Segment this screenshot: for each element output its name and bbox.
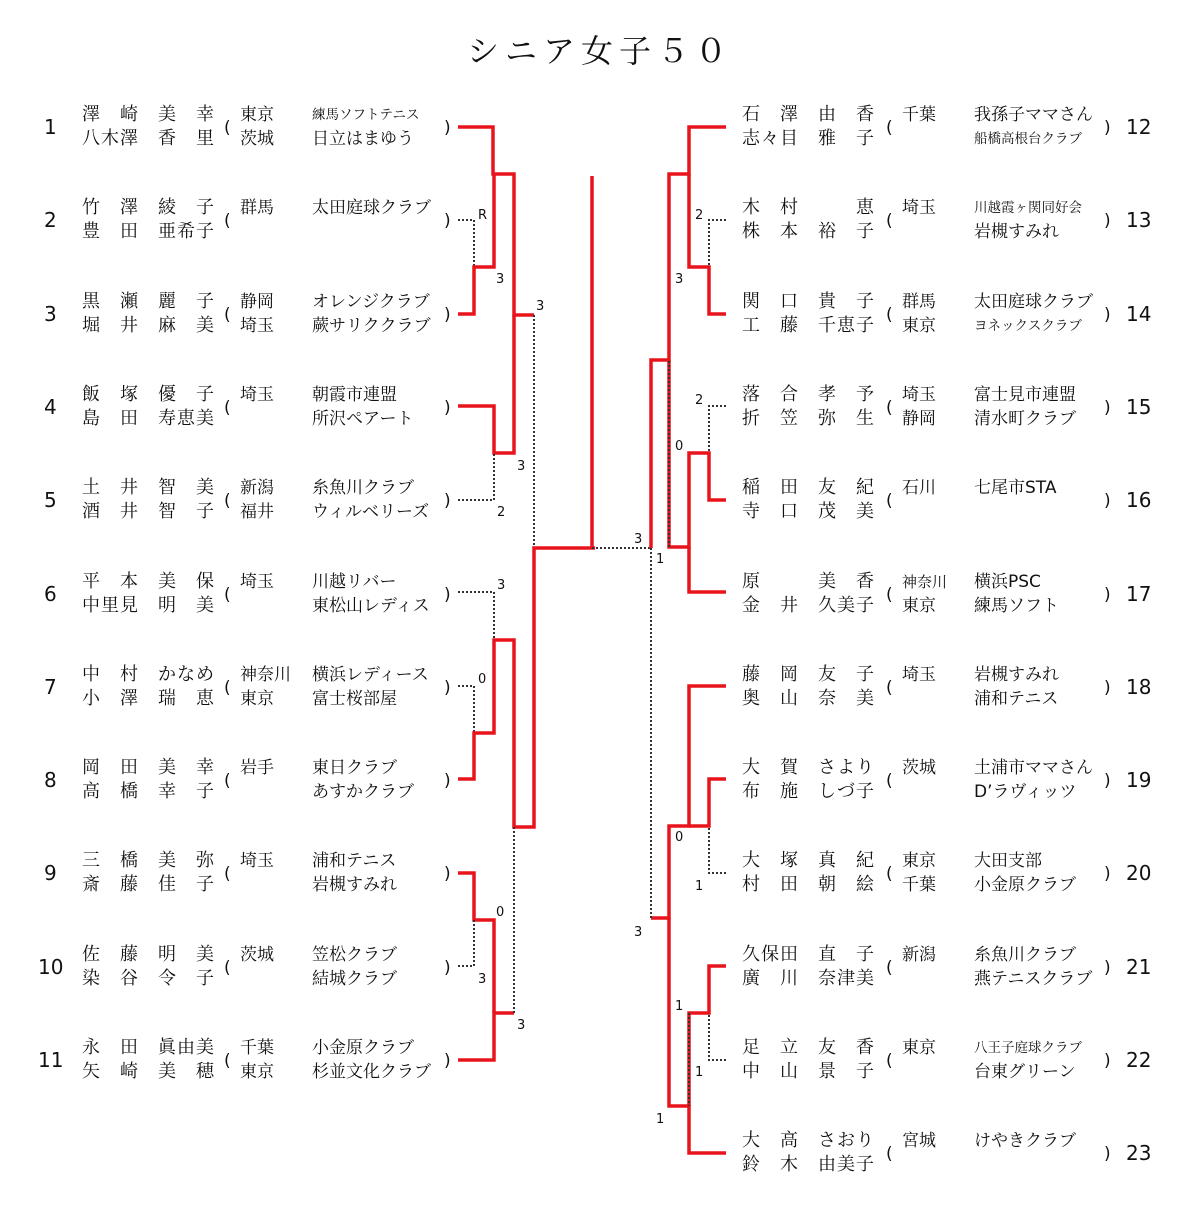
player-name: 中里見 明 美 [82, 594, 215, 616]
player-name: 矢 崎 美 穂 [82, 1061, 215, 1082]
player-club: 笠松クラブ [312, 944, 397, 965]
player-club: 小金原クラブ [974, 875, 1076, 896]
player-name: 岡 田 美 幸 [82, 757, 215, 779]
score-label: 3 [536, 299, 545, 314]
paren-close: ) [1104, 677, 1111, 698]
score-label: 3 [517, 459, 526, 474]
paren-open: ( [886, 864, 893, 885]
bracket-loss-line [458, 592, 494, 640]
player-name: 志々目 雅 子 [742, 128, 875, 149]
player-name: 中 村 かなめ [82, 663, 215, 685]
player-name: 原 美 香 [742, 570, 875, 592]
player-pref: 埼玉 [902, 384, 936, 405]
player-pref: 千葉 [240, 1038, 274, 1058]
player-name: 大 賀 さより [742, 757, 875, 779]
paren-open: ( [886, 397, 893, 418]
entry-number: 4 [44, 394, 57, 419]
player-name: 黒 瀬 麗 子 [82, 290, 215, 312]
player-pref: 茨城 [902, 758, 936, 779]
player-pref: 埼玉 [240, 384, 274, 405]
paren-close: ) [1104, 211, 1111, 232]
player-name: 土 井 智 美 [82, 477, 215, 499]
paren-close: ) [444, 304, 451, 325]
player-name: 佐 藤 明 美 [82, 943, 215, 965]
player-pref: 新潟 [240, 478, 274, 499]
player-pref: 群馬 [902, 291, 936, 312]
score-label: 2 [695, 208, 704, 223]
player-pref: 千葉 [902, 105, 936, 125]
entry-number: 19 [1126, 768, 1152, 793]
score-label: 1 [695, 879, 704, 894]
entry-number: 13 [1126, 208, 1152, 233]
player-club: 練馬ソフトテニス [312, 107, 420, 123]
player-name: 平 本 美 保 [82, 570, 215, 592]
paren-close: ) [444, 584, 451, 605]
player-pref: 茨城 [240, 944, 274, 965]
player-name: 大 塚 真 紀 [742, 850, 875, 872]
bracket-win-line [651, 686, 726, 918]
player-pref: 宮城 [902, 1131, 936, 1152]
paren-open: ( [224, 211, 231, 232]
entry-number: 20 [1126, 861, 1152, 886]
player-club: 太田庭球クラブ [974, 291, 1093, 312]
score-label: 2 [695, 393, 704, 408]
player-pref: 東京 [902, 595, 936, 616]
player-name: 布 施 しづ子 [742, 781, 875, 803]
player-name: 廣 川 奈津美 [742, 967, 875, 989]
entry-number: 17 [1126, 581, 1152, 606]
player-club: 東松山レディス [312, 595, 430, 616]
entry-number: 2 [44, 208, 57, 233]
player-club: 日立はまゆう [312, 129, 414, 149]
score-label: 0 [675, 830, 684, 845]
player-name: 稲 田 友 紀 [742, 477, 875, 499]
score-label: 3 [675, 272, 684, 287]
paren-open: ( [224, 491, 231, 512]
player-club: 七尾市STA [974, 478, 1057, 499]
paren-open: ( [224, 118, 231, 138]
score-label: R [478, 208, 488, 223]
paren-open: ( [224, 771, 231, 792]
player-pref: 埼玉 [240, 315, 274, 336]
player-club: 川越リバー [312, 571, 397, 592]
paren-close: ) [1104, 491, 1111, 512]
bracket-win-line [689, 966, 726, 1106]
entry-number: 3 [44, 301, 57, 326]
player-pref: 千葉 [902, 875, 936, 896]
entry-number: 9 [44, 861, 57, 886]
score-label: 1 [675, 999, 684, 1014]
entry-number: 23 [1126, 1141, 1152, 1166]
paren-close: ) [1104, 304, 1111, 325]
player-name: 小 澤 瑞 恵 [82, 687, 215, 709]
page-title: シニア女子５０ [466, 32, 733, 70]
paren-close: ) [444, 677, 451, 698]
player-club: 練馬ソフト [974, 595, 1059, 616]
player-name: 三 橋 美 弥 [82, 850, 215, 872]
player-club: 浦和テニス [974, 688, 1059, 709]
player-club: あすかクラブ [312, 782, 414, 803]
player-name: 島 田 寿恵美 [82, 407, 215, 429]
player-pref: 東京 [902, 315, 936, 336]
player-name: 豊 田 亜希子 [82, 221, 215, 243]
player-name: 奥 山 奈 美 [742, 687, 875, 709]
player-pref: 東京 [902, 1038, 936, 1058]
paren-open: ( [224, 304, 231, 325]
player-club: 岩槻すみれ [312, 875, 397, 896]
paren-close: ) [1104, 1144, 1111, 1165]
entry-number: 22 [1126, 1048, 1152, 1072]
bracket-win-line [669, 918, 726, 1153]
player-pref: 埼玉 [902, 664, 936, 685]
player-club: 富士見市連盟 [974, 384, 1076, 405]
entry-number: 5 [44, 488, 57, 513]
player-name: 足 立 友 香 [742, 1037, 875, 1058]
player-pref: 東京 [240, 105, 274, 125]
player-name: 折 笠 弥 生 [742, 407, 875, 429]
score-label: 3 [478, 972, 487, 987]
score-label: 0 [496, 905, 505, 920]
paren-open: ( [886, 491, 893, 512]
player-club: 蕨サリククラブ [312, 315, 431, 336]
player-pref: 茨城 [240, 129, 274, 149]
paren-open: ( [224, 1051, 231, 1071]
player-club: 燕テニスクラブ [974, 968, 1093, 989]
player-club: 杉並文化クラブ [312, 1062, 431, 1082]
entry-number: 16 [1126, 488, 1152, 513]
paren-open: ( [224, 584, 231, 605]
player-pref: 神奈川 [902, 572, 948, 591]
player-pref: 東京 [240, 688, 274, 709]
paren-close: ) [444, 957, 451, 978]
paren-close: ) [444, 491, 451, 512]
player-club: ウィルベリーズ [312, 502, 430, 523]
bracket-win-line [689, 779, 726, 826]
player-name: 澤 崎 美 幸 [82, 104, 215, 125]
paren-open: ( [224, 957, 231, 978]
score-label: 3 [634, 925, 643, 940]
player-club: 大田支部 [974, 851, 1042, 872]
entry-number: 10 [38, 954, 64, 979]
score-label: 0 [675, 439, 684, 454]
player-name: 高 橋 幸 子 [82, 781, 215, 803]
player-name: 大 高 さおり [742, 1130, 875, 1152]
player-club: 土浦市ママさん [974, 758, 1093, 779]
player-name: 斎 藤 佳 子 [82, 874, 215, 896]
bracket-loss-line [458, 686, 474, 733]
paren-open: ( [224, 864, 231, 885]
score-label: 3 [496, 272, 505, 287]
paren-close: ) [444, 1051, 451, 1071]
paren-open: ( [886, 118, 893, 138]
player-name: 酒 井 智 子 [82, 501, 215, 523]
player-name: 鈴 木 由美子 [742, 1154, 875, 1176]
player-pref: 東京 [240, 1062, 274, 1082]
entry-number: 7 [44, 674, 57, 699]
bracket-loss-line [709, 1013, 726, 1060]
player-club: けやきクラブ [974, 1131, 1076, 1152]
entry-number: 14 [1126, 301, 1152, 326]
paren-open: ( [224, 397, 231, 418]
bracket-loss-line [458, 453, 494, 500]
player-name: 堀 井 麻 美 [82, 314, 215, 336]
bracket-win-line [689, 174, 726, 314]
player-pref: 新潟 [902, 944, 936, 965]
score-label: 1 [656, 552, 665, 567]
score-label: 3 [497, 578, 506, 593]
score-label: 1 [695, 1065, 704, 1080]
bracket-win-line [458, 1013, 514, 1060]
player-club: 横浜レディース [312, 664, 429, 685]
paren-open: ( [886, 677, 893, 698]
paren-close: ) [444, 771, 451, 792]
bracket-loss-line [458, 920, 474, 966]
paren-open: ( [886, 584, 893, 605]
score-label: 3 [517, 1018, 526, 1033]
bracket-win-line [689, 547, 726, 592]
player-club: 横浜PSC [974, 571, 1041, 592]
bracket-loss-line [709, 406, 726, 453]
player-club: 東日クラブ [312, 758, 397, 779]
player-club: 富士桜部屋 [312, 688, 397, 709]
entry-number: 1 [44, 115, 57, 139]
player-name: 久保田 直 子 [742, 943, 875, 965]
entry-number: 15 [1126, 394, 1152, 419]
player-club: 清水町クラブ [974, 408, 1076, 429]
paren-open: ( [886, 1051, 893, 1071]
entry-number: 8 [44, 768, 57, 793]
paren-close: ) [1104, 584, 1111, 605]
player-pref: 神奈川 [240, 664, 291, 685]
paren-close: ) [1104, 864, 1111, 885]
bracket-win-line [458, 174, 494, 314]
score-label: 1 [656, 1112, 665, 1127]
player-club: 川越霞ヶ関同好会 [974, 200, 1082, 217]
player-name: 関 口 貴 子 [742, 290, 875, 312]
player-club: 岩槻すみれ [974, 664, 1059, 685]
score-label: 3 [634, 532, 643, 547]
player-name: 村 田 朝 絵 [742, 874, 875, 896]
player-name: 落 合 孝 予 [742, 383, 875, 405]
player-pref: 群馬 [240, 198, 274, 219]
player-pref: 岩手 [240, 758, 274, 779]
paren-open: ( [886, 304, 893, 325]
player-name: 藤 岡 友 子 [742, 663, 875, 685]
entry-number: 21 [1126, 954, 1152, 979]
entry-number: 6 [44, 581, 57, 606]
entry-number: 11 [38, 1048, 64, 1072]
player-club: 岩槻すみれ [974, 222, 1059, 243]
paren-close: ) [1104, 118, 1111, 138]
player-pref: 静岡 [902, 408, 936, 429]
player-club: 糸魚川クラブ [312, 478, 414, 499]
bracket-win-line [458, 873, 494, 1013]
player-pref: 静岡 [240, 291, 274, 312]
player-pref: 福井 [240, 502, 274, 523]
paren-open: ( [224, 677, 231, 698]
paren-open: ( [886, 211, 893, 232]
bracket-loss-line [709, 220, 726, 267]
player-club: 結城クラブ [312, 968, 397, 989]
bracket-loss-line [709, 826, 726, 873]
paren-close: ) [1104, 397, 1111, 418]
player-pref: 石川 [902, 478, 936, 499]
entry-number: 18 [1126, 674, 1152, 699]
paren-open: ( [886, 1144, 893, 1165]
paren-close: ) [444, 864, 451, 885]
bracket-win-line [458, 315, 514, 453]
player-club: 朝霞市連盟 [312, 384, 397, 405]
player-name: 竹 澤 綾 子 [82, 197, 215, 219]
player-name: 寺 口 茂 美 [742, 501, 875, 523]
player-club: 船橋高根台クラブ [974, 131, 1082, 147]
paren-open: ( [886, 957, 893, 978]
paren-open: ( [886, 771, 893, 792]
paren-close: ) [1104, 957, 1111, 978]
entry-number: 12 [1126, 115, 1152, 139]
player-club: 太田庭球クラブ [312, 198, 431, 219]
score-label: 2 [497, 505, 506, 520]
player-name: 株 本 裕 子 [742, 221, 875, 243]
player-name: 木 村 恵 [742, 197, 875, 219]
bracket-loss-line [458, 220, 474, 267]
player-club: 糸魚川クラブ [974, 944, 1076, 965]
player-name: 飯 塚 優 子 [82, 383, 215, 405]
player-club: 所沢ペアート [312, 408, 414, 429]
paren-close: ) [1104, 1051, 1111, 1071]
player-club: ヨネックスクラブ [974, 317, 1082, 334]
paren-close: ) [1104, 771, 1111, 792]
player-pref: 東京 [902, 851, 936, 872]
player-club: 小金原クラブ [312, 1038, 414, 1058]
player-name: 金 井 久美子 [742, 594, 875, 616]
player-club: 浦和テニス [312, 851, 397, 872]
player-pref: 埼玉 [240, 851, 274, 872]
player-club: D’ラヴィッツ [974, 782, 1077, 803]
player-name: 染 谷 令 子 [82, 967, 215, 989]
paren-close: ) [444, 211, 451, 232]
player-name: 永 田 眞由美 [82, 1037, 215, 1058]
player-pref: 埼玉 [240, 571, 274, 592]
player-name: 石 澤 由 香 [742, 104, 875, 125]
player-name: 八木澤 香 里 [82, 128, 215, 149]
player-name: 中 山 景 子 [742, 1061, 875, 1082]
player-name: 工 藤 千恵子 [742, 314, 875, 336]
player-club: 我孫子ママさん [974, 105, 1093, 125]
player-club: 台東グリーン [974, 1062, 1076, 1082]
paren-close: ) [444, 118, 451, 138]
player-pref: 埼玉 [902, 198, 936, 219]
player-club: 八王子庭球クラブ [974, 1040, 1082, 1056]
paren-close: ) [444, 397, 451, 418]
player-club: オレンジクラブ [312, 291, 430, 312]
score-label: 0 [478, 672, 487, 687]
